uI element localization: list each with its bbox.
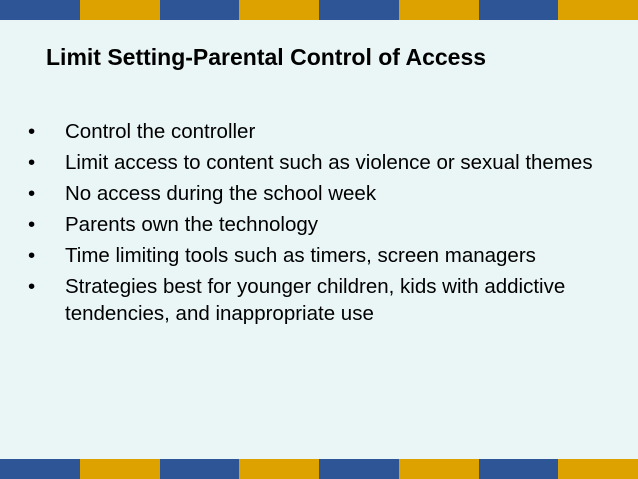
bullet-item [26,242,606,269]
bullet-text: Control the controller [65,120,256,143]
band-segment-gold [399,0,479,20]
band-segment-blue [0,0,80,20]
slide-title: Limit Setting-Parental Control of Access [46,44,487,70]
band-segment-gold [80,0,160,20]
band-segment-blue [319,459,399,479]
bottom-decorative-band [0,459,638,479]
band-segment-blue [160,0,240,20]
bullet-item [26,149,606,176]
band-segment-blue [160,459,240,479]
band-segment-gold [80,459,160,479]
bullet-dot: • [28,151,36,174]
bullet-item [26,211,606,238]
band-segment-blue [0,459,80,479]
band-segment-blue [479,459,559,479]
bullet-item [26,118,606,145]
band-segment-gold [239,0,319,20]
band-segment-blue [479,0,559,20]
band-segment-gold [558,0,638,20]
bullet-dot: • [28,244,36,267]
bullet-dot: • [28,275,36,298]
band-segment-gold [399,459,479,479]
bullet-item [26,273,606,327]
bullet-text: Parents own the technology [65,213,318,236]
bullet-dot: • [28,213,36,236]
bullet-list [26,118,606,331]
bullet-text: Strategies best for younger children, kids with addictive tendencies, and inappropriate use [65,275,566,325]
band-segment-gold [239,459,319,479]
bullet-text: Time limiting tools such as timers, screen managers [65,244,536,267]
bullet-text: Limit access to content such as violence or sexual themes [65,151,593,174]
bullet-text: No access during the school week [65,182,377,205]
bullet-item [26,180,606,207]
band-segment-gold [558,459,638,479]
bullet-dot: • [28,182,36,205]
bullet-dot: • [28,120,36,143]
band-segment-blue [319,0,399,20]
top-decorative-band [0,0,638,20]
